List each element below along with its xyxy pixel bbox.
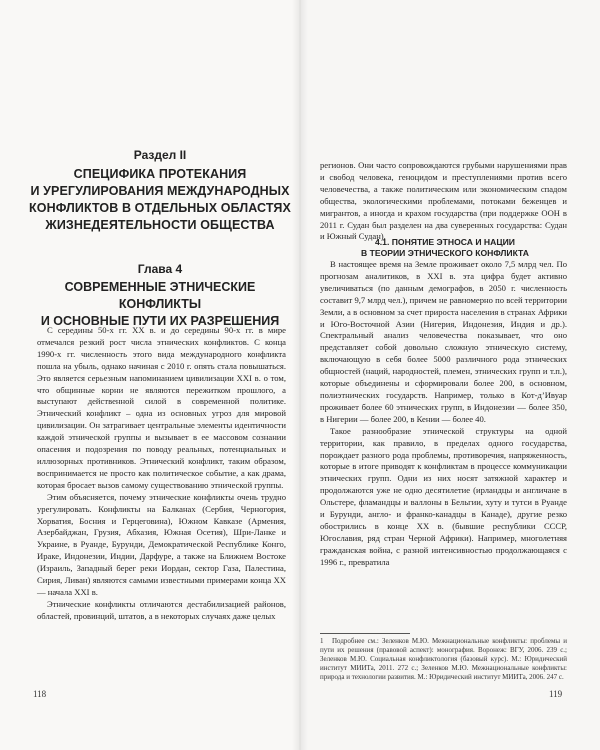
chapter-label: Глава 4 [137,262,183,276]
section-title-line: ЖИЗНЕДЕЯТЕЛЬНОСТИ ОБЩЕСТВА [45,218,275,232]
book-gutter [292,0,308,750]
paragraph: Этнические конфликты отличаются дестабилизацией районов, областей, провинций, штатов, а в некоторых случаях даже целых [37,598,286,621]
chapter-title [22,279,298,330]
paragraph: В настоящее время на Земле проживает около 7,5 млрд чел. По прогнозам аналитиков, в XXI в. эта цифра будет активно увеличиваться (по данным демографов, в 2050 г. численность составит 9,7 млрд чел.), причем не равномерно по всей территории Земли, а в основном за счет прироста населения в странах Африки и Юго-Восточной Азии (Нигерия, Индонезия, Индия и др.). Спектральный анализ человечества показывает, что оно представляет собой довольно сложную этническую систему, включающую в себя более 5000 различного рода этнических общностей (наций, народностей, племен, этнических групп и т.п.), которые объединены и сформировали более 200, в основном, полиэтнических государств. Например, только в Кот-д’Ивуар проживает более 60 этнических групп, в Индонезии — более 350, в Нигерии — более 200, в Кении — более 40. [320,259,567,424]
subsection-heading [330,237,560,259]
footnote [320,637,567,682]
chapter-title-line: СОВРЕМЕННЫЕ ЭТНИЧЕСКИЕ КОНФЛИКТЫ [64,280,256,311]
footnote-text: Подробнее см.: Зеленков М.Ю. Межнациональные конфликты: проблемы и пути их решения (правовой аспект): монография. Воронеж: ВГУ, 2006. 239 с.; Зеленков М.Ю. Социальная конфликтология (базовый курс). М.: Юридический институт МИИТа, 2011. 272 с.; Зеленков М.Ю. Межнациональные конфликты: природа и технологии развития. М.: Юридический институт МИИТа, 2006. 247 с. [320,637,567,681]
subsection-heading-line: 4.1. ПОНЯТИЕ ЭТНОСА И НАЦИИ [375,237,515,247]
footnote-divider [320,633,410,634]
section-title-line: СПЕЦИФИКА ПРОТЕКАНИЯ [73,167,247,181]
section-title-line: КОНФЛИКТОВ В ОТДЕЛЬНЫХ ОБЛАСТЯХ [29,201,291,215]
paragraph: Этим объясняется, почему этнические конфликты очень трудно урегулировать. Конфликты на Балканах (Сербия, Черногория, Хорватия, Босния и Герцеговина), Южном Кавказе (Армения, Азербайджан, Грузия, Абхазия, Южная Осетия), Шри-Ланке и Украине, в Руанде, Бурунди, Демократической Республике Конго, Ираке, Индонезии, Индии, Дарфуре, а также на Ближнем Востоке (Израиль, Западный берег реки Иордан, сектор Газа, Палестина, Сирия, Ливан) являются самыми известными примерами конца XX — начала XXI в. [37,491,286,597]
section-label: Раздел II [133,148,187,162]
page-number-right: 119 [549,689,563,699]
section-title [22,166,298,234]
chapter-title-line: И ОСНОВНЫЕ ПУТИ ИХ РАЗРЕШЕНИЯ [40,314,280,328]
right-top-text [320,160,567,243]
section-title-line: И УРЕГУЛИРОВАНИЯ МЕЖДУНАРОДНЫХ [30,184,290,198]
footnote-number: 1 [320,637,324,645]
paragraph: регионов. Они часто сопровождаются грубыми нарушениями прав и свобод человека, геноцидом и преступлениями против всего человечества, а также политическим или экономическим спадом общества, экологическими проблемами, потоками беженцев и мигрантов, а иногда и крахом государства (при поддержке ООН в 2011 г. Судан был разделен на два суверенных государства: Судан и Южный Судан). [320,160,567,242]
right-body-text [320,259,567,569]
paragraph: Такое разнообразие этнической структуры на одной территории, как правило, в пределах одного государства, порождает разного рода проблемы, противоречия, напряженность, которые в итоге приводят к конфликтам в процессе коммуникации этнических групп. Одни из них носят затяжной характер и продолжаются уже не одно десятилетие (ирландцы и англичане в Ольстере, фламандцы и валлоны в Бельгии, хуту и тутси в Руанде и Бурунди, англо- и франко-канадцы в Канаде), другие резко обострились в конце XX в. (бывшие республики СССР, Югославия, ряд стран Черной Африки). Например, многолетняя гражданская война, с разной интенсивностью продолжающаяся с 1996 г., превратила [320,425,567,567]
subsection-heading-line: В ТЕОРИИ ЭТНИЧЕСКОГО КОНФЛИКТА [361,248,529,258]
paragraph: С середины 50-х гг. XX в. и до середины 90-х гг. в мире отмечался резкий рост числа этнических конфликтов. С конца 1990-х гг. численность этого вида международного конфликта пошла на убыль, однако начиная с 2010 г. опять стала повышаться. Это является серьезным напоминанием цивилизации XXI в. о том, что общинные корни не являются пережитком прошлого, а выступают действенной силой в современной политике. Этнический конфликт – одна из основных угроз для мировой цивилизации. Он затрагивает центральные элементы идентичности каждой этнической группы и вызывает в ее массовом сознании опасения и подозрения по поводу реальных, потенциальных и иллюзорных противников. Этнический конфликт, таким образом, воспринимается не просто как политическое событие, а как драма, которая бросает вызов самому существованию этнической группы. [37,325,286,490]
page-number-left: 118 [33,689,47,699]
left-body-text [37,325,286,623]
